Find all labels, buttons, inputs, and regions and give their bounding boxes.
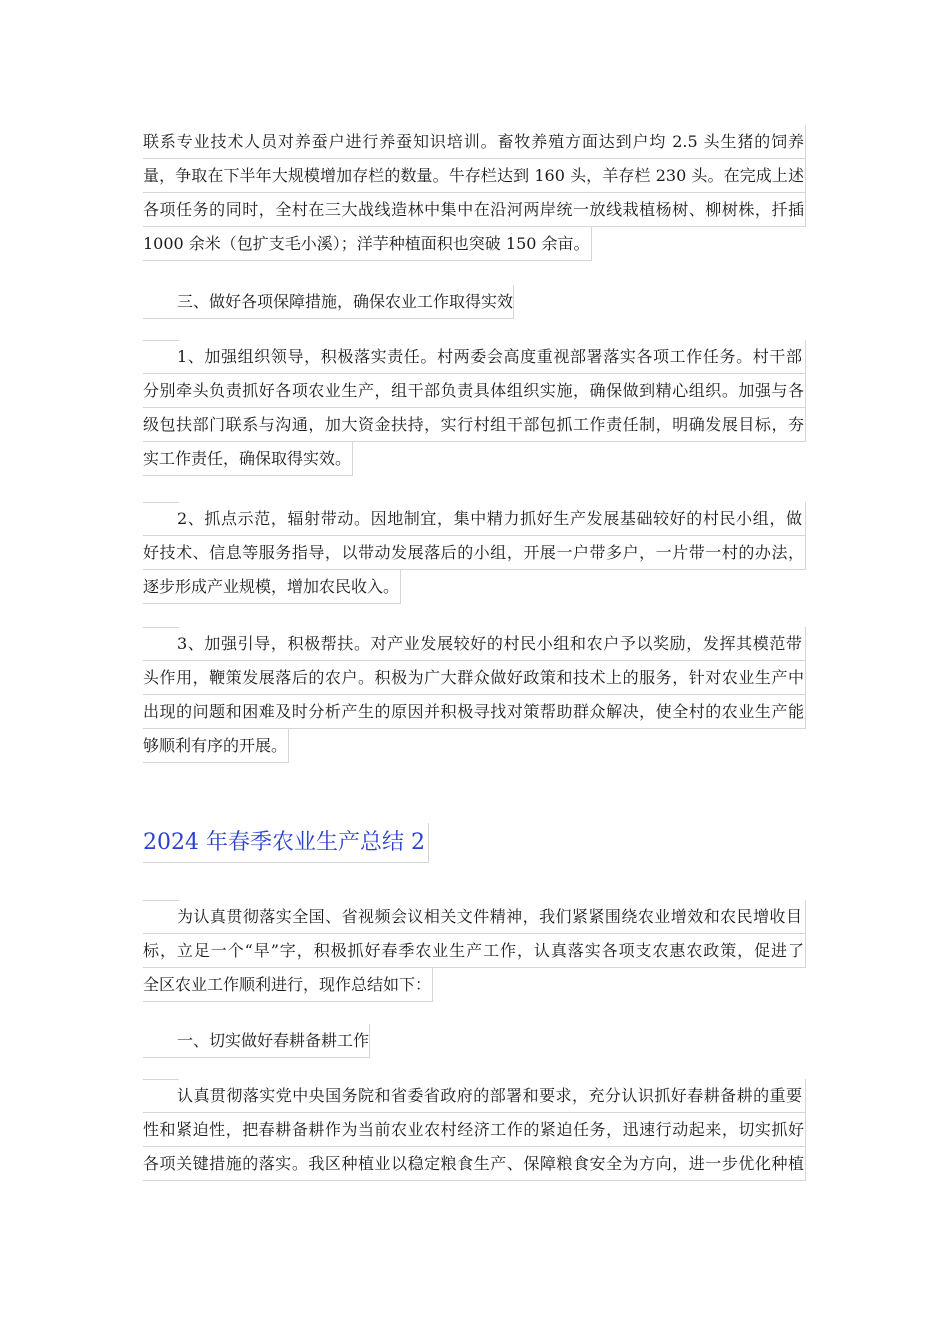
text-line <box>143 340 806 374</box>
text-line <box>143 627 806 661</box>
text-line: 量，争取在下半年大规模增加存栏的数量。牛存栏达到 160 头，羊存栏 230 头。在完成上述 <box>143 159 806 193</box>
text-content: 3、加强引导，积极帮扶。对产业发展较好的村民小组和农户予以奖励，发挥其模范带 <box>177 634 802 653</box>
text-line <box>143 1079 806 1113</box>
text-line: 逐步形成产业规模，增加农民收入。 <box>143 570 401 604</box>
text-content: 1、加强组织领导，积极落实责任。村两委会高度重视部署落实各项工作任务。村干部 <box>177 347 802 366</box>
document-title-2: 2024 年春季农业生产总结 2 <box>143 823 429 863</box>
text-line: 分别牵头负责抓好各项农业生产，组干部负责具体组织实施，确保做到精心组织。加强与各 <box>143 374 806 408</box>
heading-line <box>143 285 514 319</box>
heading-line <box>143 1024 370 1058</box>
paragraph-spring-plowing <box>143 1079 806 1181</box>
text-line <box>143 900 806 934</box>
text-content: 为认真贯彻落实全国、省视频会议相关文件精神，我们紧紧围绕农业增效和农民增收目 <box>177 907 802 926</box>
text-line: 标，立足一个“早”字，积极抓好春季农业生产工作，认真落实各项支农惠农政策，促进了 <box>143 934 806 968</box>
text-line: 实工作责任，确保取得实效。 <box>143 442 353 476</box>
heading-text: 三、做好各项保障措施，确保农业工作取得实效 <box>177 292 514 311</box>
text-line: 各项任务的同时，全村在三大战线造林中集中在沿河两岸统一放线栽植杨树、柳树株，扦插 <box>143 193 806 227</box>
paragraph-organization-leadership <box>143 340 806 480</box>
text-line: 级包扶部门联系与沟通，加大资金扶持，实行村组干部包抓工作责任制，明确发展目标，夯 <box>143 408 806 442</box>
text-line: 1000 余米（包扩支毛小溪）；洋芋种植面积也突破 150 余亩。 <box>143 227 592 261</box>
text-line: 全区农业工作顺利进行，现作总结如下： <box>143 968 433 1002</box>
paragraph-intro <box>143 900 806 1006</box>
section-heading-one <box>143 1024 370 1058</box>
text-content: 2、抓点示范，辐射带动。因地制宜，集中精力抓好生产发展基础较好的村民小组，做 <box>177 509 802 528</box>
text-line <box>143 502 806 536</box>
text-line: 好技术、信息等服务指导，以带动发展落后的小组，开展一户带多户，一片带一村的办法， <box>143 536 806 570</box>
heading-text: 一、切实做好春耕备耕工作 <box>177 1031 370 1050</box>
text-line: 各项关键措施的落实。我区种植业以稳定粮食生产、保障粮食安全为方向，进一步优化种植 <box>143 1147 806 1181</box>
text-line: 够顺利有序的开展。 <box>143 729 289 763</box>
paragraph-demonstration <box>143 502 806 608</box>
text-line: 联系专业技术人员对养蚕户进行养蚕知识培训。畜牧养殖方面达到户均 2.5 头生猪的饲养 <box>143 125 806 159</box>
paragraph-livestock-afforestation <box>143 125 806 265</box>
text-line: 出现的问题和困难及时分析产生的原因并积极寻找对策帮助群众解决，使全村的农业生产能 <box>143 695 806 729</box>
section-heading-three <box>143 285 514 319</box>
paragraph-guidance-support <box>143 627 806 767</box>
text-line: 性和紧迫性，把春耕备耕作为当前农业农村经济工作的紧迫任务，迅速行动起来，切实抓好 <box>143 1113 806 1147</box>
text-content: 认真贯彻落实党中央国务院和省委省政府的部署和要求，充分认识抓好春耕备耕的重要 <box>177 1086 802 1105</box>
text-line: 头作用，鞭策发展落后的农户。积极为广大群众做好政策和技术上的服务，针对农业生产中 <box>143 661 806 695</box>
